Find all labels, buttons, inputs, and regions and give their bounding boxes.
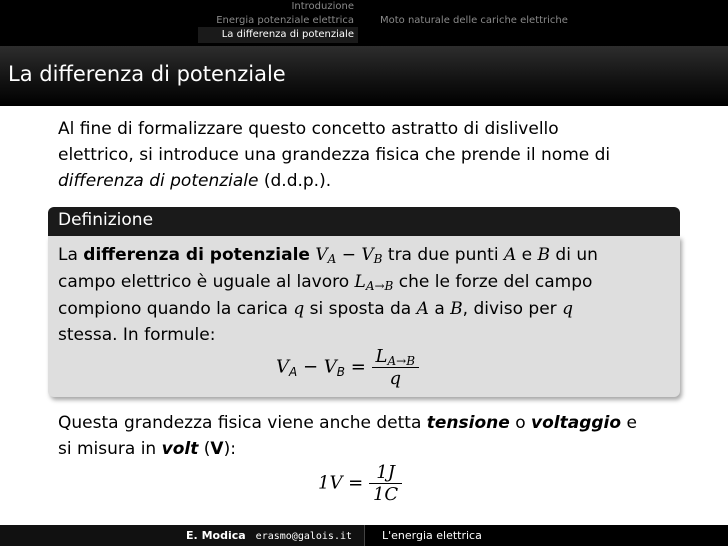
def-minus: −	[336, 245, 362, 265]
conc-paren-open: (	[198, 439, 211, 459]
intro-paragraph	[58, 116, 678, 194]
def-to: a	[428, 299, 451, 319]
footer-author: E. Modica	[186, 529, 246, 542]
formula-va-sub: A	[289, 364, 298, 379]
formula-minus: −	[297, 356, 324, 378]
footer-left-panel	[0, 525, 364, 546]
def-vb	[361, 245, 382, 265]
conc-or: o	[509, 413, 532, 433]
definition-text	[58, 242, 673, 348]
def-text-7: si sposta da	[304, 299, 417, 319]
def-from-a: A	[416, 299, 429, 319]
potential-difference-formula	[276, 346, 419, 389]
formula2-numerator: 1J	[376, 462, 395, 483]
definition-line-3	[58, 296, 673, 322]
formula2-denominator: 1C	[369, 483, 402, 505]
footer-author-info	[186, 529, 352, 542]
frame-title: La differenza di potenziale	[8, 62, 286, 86]
unit-symbol-v: V	[210, 439, 224, 459]
formula-fraction	[372, 346, 420, 389]
definition-block-title-bar	[48, 207, 680, 236]
conc-paren-close: ):	[223, 439, 236, 459]
nav-left-panel	[0, 0, 364, 46]
intro-abbrev: (d.d.p.).	[258, 171, 332, 191]
conclusion-line-2	[58, 436, 678, 462]
footer-presentation-title: L'energia elettrica	[382, 529, 482, 542]
intro-term: differenza di potenziale	[58, 171, 259, 191]
nav-section-energia[interactable]: Energia potenziale elettrica	[216, 15, 354, 26]
definition-line-1	[58, 242, 673, 269]
def-point-a: A	[503, 245, 517, 265]
conclusion-paragraph	[58, 410, 678, 462]
def-text-4: campo elettrico è uguale al lavoro	[58, 272, 355, 292]
definition-block	[48, 207, 680, 397]
def-and: e	[516, 245, 538, 265]
def-va-sub: A	[327, 252, 337, 266]
formula-denominator: q	[372, 367, 420, 389]
def-vb-symbol: V	[361, 245, 374, 265]
def-text-6: compiono quando la carica	[58, 299, 294, 319]
term-volt: volt	[161, 439, 199, 459]
definition-line-4: stessa. In formule:	[58, 325, 216, 345]
def-to-b: B	[450, 299, 463, 319]
def-text-2: tra due punti	[382, 245, 504, 265]
def-text-3: di un	[550, 245, 598, 265]
intro-line-3	[58, 168, 678, 194]
def-text-1: La	[58, 245, 84, 265]
formula-vb: V	[323, 356, 337, 378]
formula-num-sub: A→B	[387, 354, 416, 368]
term-tensione: tensione	[426, 413, 510, 433]
navigation-bar	[0, 0, 728, 46]
definition-line-2	[58, 269, 673, 296]
def-divisor-q: q	[562, 299, 573, 319]
def-work	[355, 272, 394, 292]
term-voltaggio: voltaggio	[531, 413, 622, 433]
formula2-lhs: 1V	[318, 472, 343, 494]
def-text-8: , diviso per	[462, 299, 563, 319]
formula2-equals: =	[342, 472, 369, 494]
nav-right-panel	[364, 0, 728, 46]
conc-and: e	[621, 413, 637, 433]
def-text-5: che le forze del campo	[393, 272, 593, 292]
conc-text-1: Questa grandezza fisica viene anche detta	[58, 413, 427, 433]
footer-bar	[0, 525, 728, 546]
nav-section-introduzione[interactable]: Introduzione	[291, 1, 354, 12]
formula-vb-sub: B	[336, 364, 345, 379]
formula-va: V	[276, 356, 289, 378]
nav-subsection-current[interactable]: La differenza di potenziale	[221, 29, 354, 40]
def-va-symbol: V	[315, 245, 328, 265]
volt-definition-formula	[318, 462, 402, 505]
def-charge: q	[293, 299, 305, 319]
definition-title: Definizione	[58, 210, 154, 230]
def-point-b: B	[537, 245, 551, 265]
formula-num-symbol: L	[375, 346, 388, 367]
formula-equals: =	[344, 356, 372, 378]
def-work-sub: A→B	[365, 279, 394, 293]
formula2-fraction	[369, 462, 402, 505]
def-va	[315, 245, 336, 265]
footer-email: erasmo@galois.it	[255, 531, 352, 542]
def-work-symbol: L	[354, 272, 366, 292]
def-vb-sub: B	[373, 252, 383, 266]
nav-section-moto[interactable]: Moto naturale delle cariche elettriche	[380, 15, 568, 26]
footer-divider	[364, 525, 365, 546]
conc-text-2: si misura in	[58, 439, 162, 459]
intro-line-2: elettrico, si introduce una grandezza fisica che prende il nome di	[58, 145, 611, 165]
formula-numerator	[372, 346, 420, 367]
def-term: differenza di potenziale	[83, 245, 310, 265]
definition-block-body	[48, 236, 680, 397]
intro-line-1: Al fine di formalizzare questo concetto astratto di dislivello	[58, 119, 559, 139]
conclusion-line-1	[58, 410, 678, 436]
